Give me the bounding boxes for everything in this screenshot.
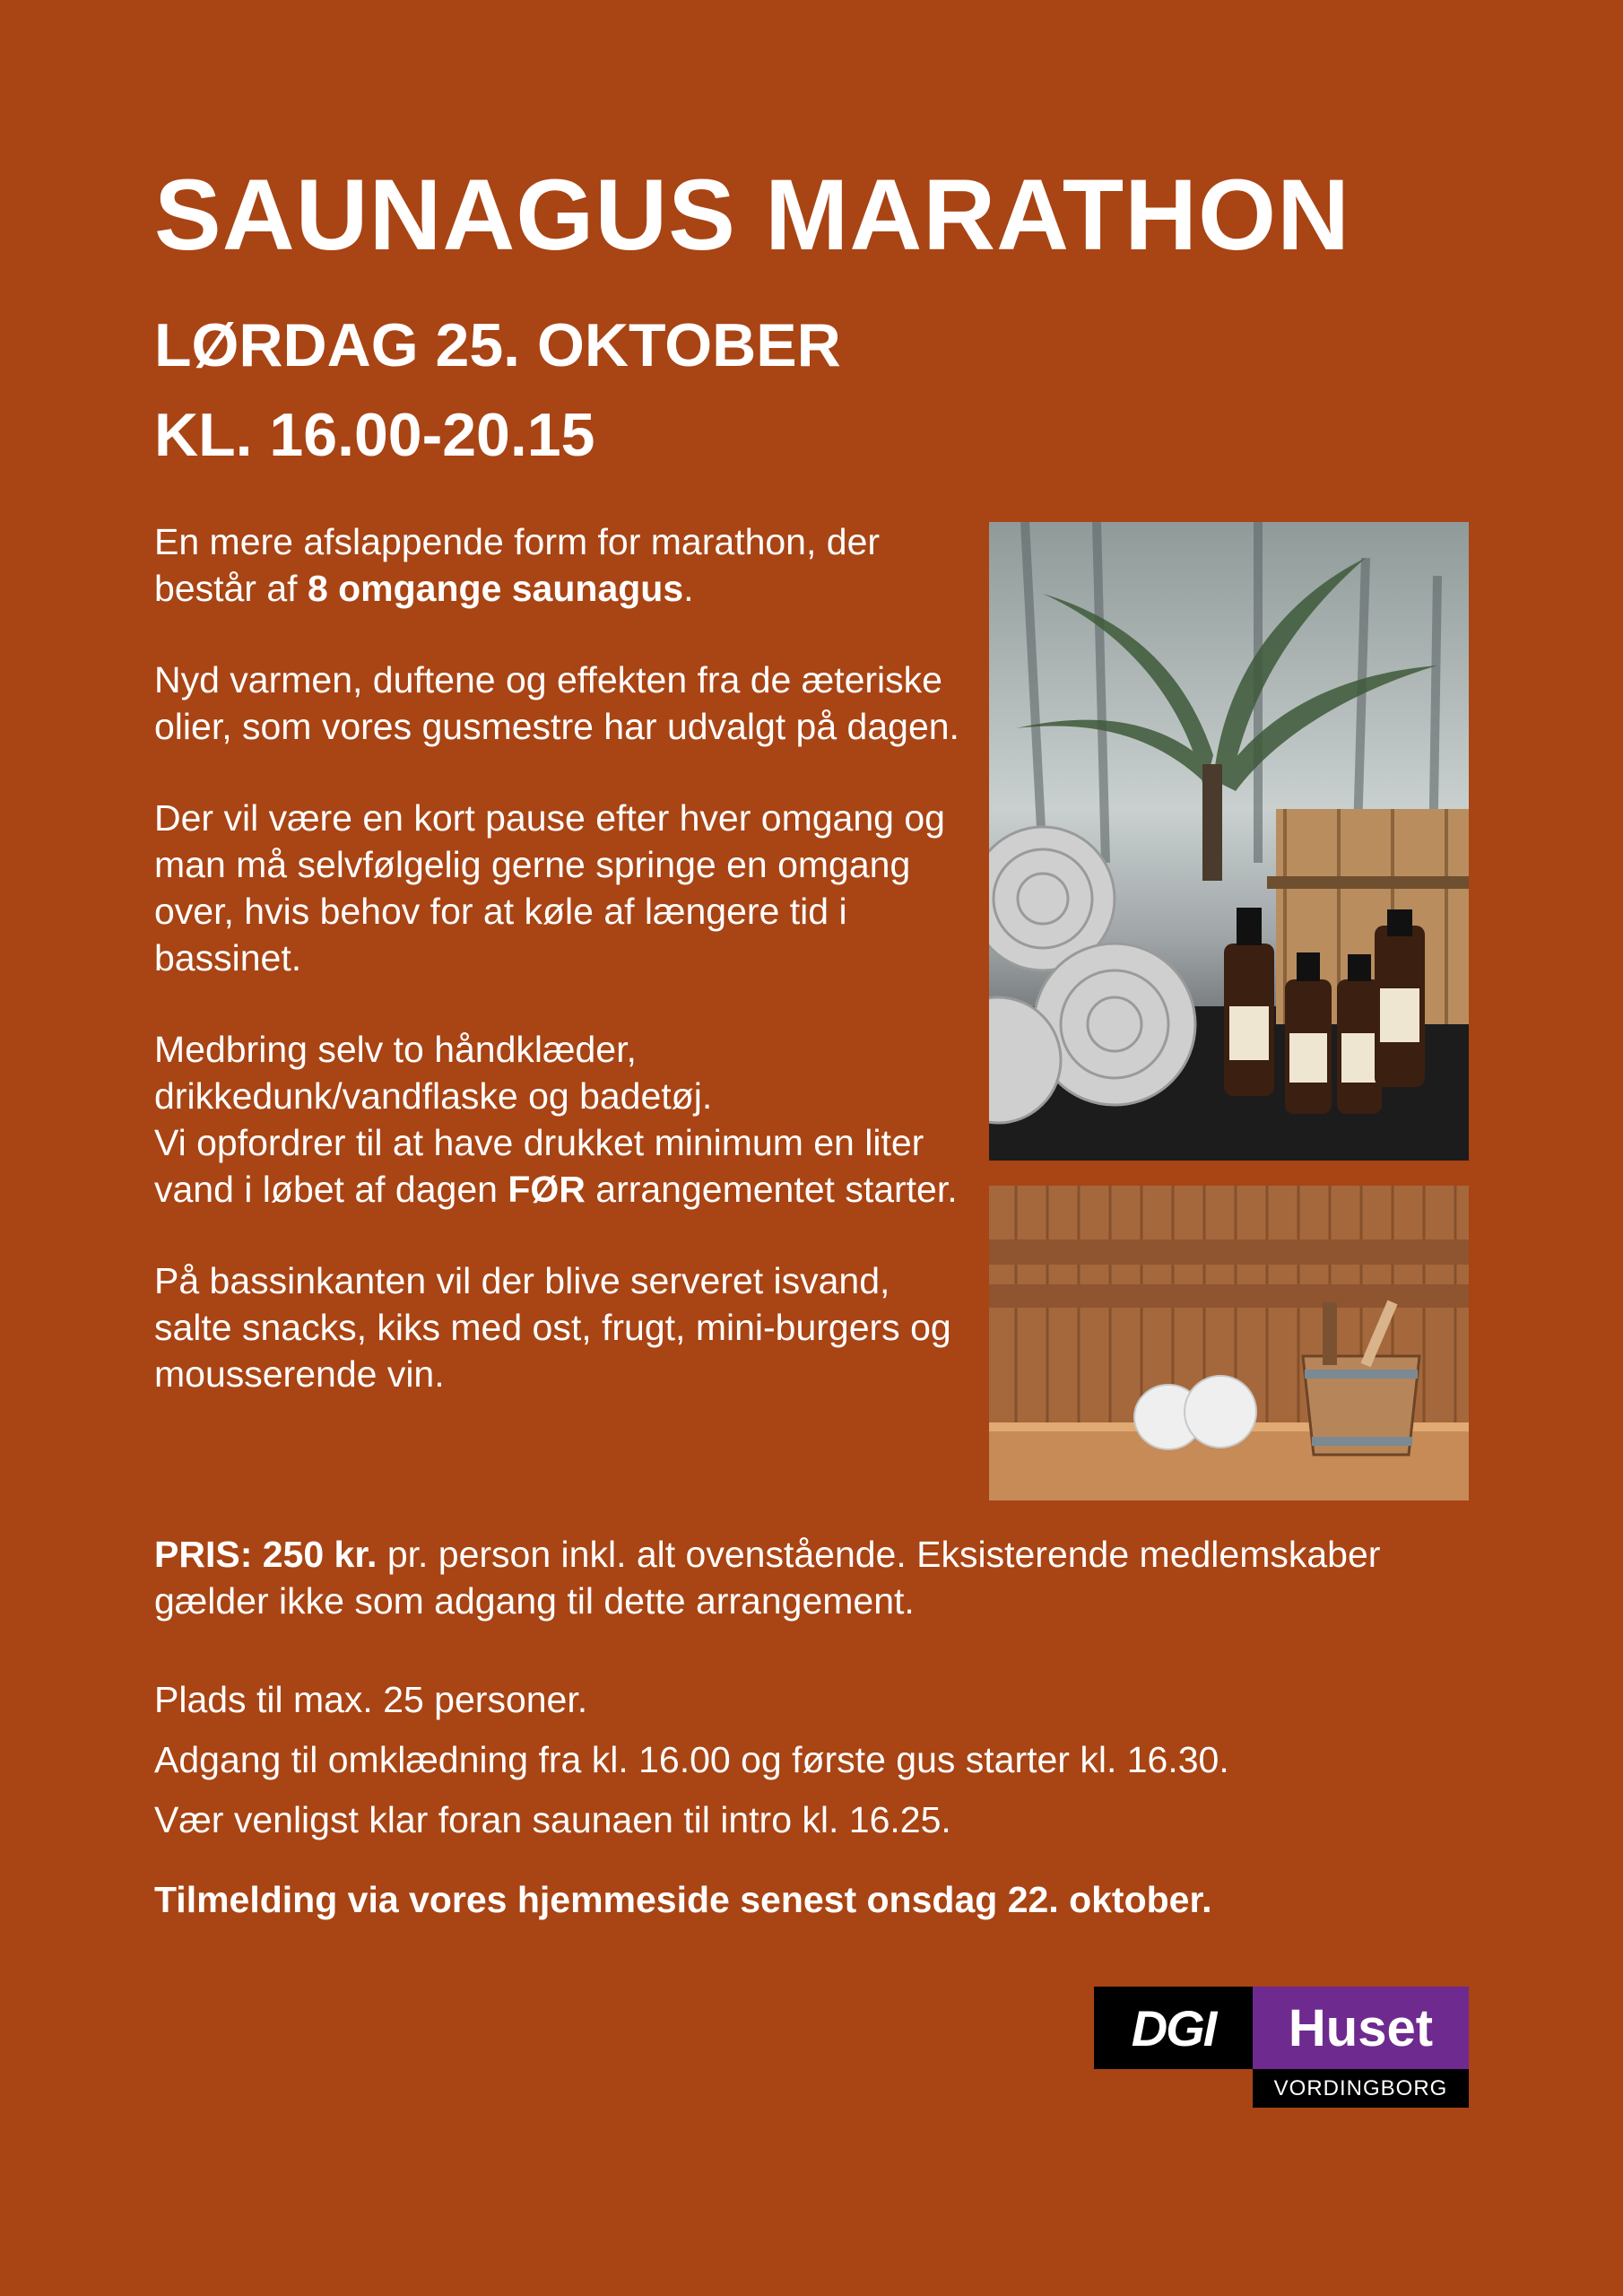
access-text: Adgang til omklædning fra kl. 16.00 og første gus starter kl. 16.30.: [154, 1739, 1229, 1780]
bring-paragraph: [154, 1026, 961, 1213]
water-bold: FØR: [508, 1169, 586, 1210]
price-label: PRIS: 250 kr.: [154, 1534, 378, 1575]
event-date: LØRDAG 25. OKTOBER: [154, 311, 841, 379]
water-end: arrangementet starter.: [585, 1169, 958, 1210]
description-column: [154, 518, 961, 1397]
event-time: KL. 16.00-20.15: [154, 401, 595, 469]
bring-items: Medbring selv to håndklæder, drikkedunk/vandflaske og badetøj.: [154, 1029, 713, 1117]
capacity-text: Plads til max. 25 personer.: [154, 1679, 588, 1720]
price-text: pr. person inkl. alt ovenstående. Eksisterende medlemskaber gælder ikke som adgang til dette arrangement.: [154, 1534, 1381, 1622]
intro-bold: 8 omgange saunagus: [307, 568, 684, 609]
logo-huset-block: Huset: [1253, 1987, 1469, 2069]
water-text: Vi opfordrer til at have drukket minimum en liter vand i løbet af dagen: [154, 1122, 924, 1210]
pause-paragraph: Der vil være en kort pause efter hver omgang og man må selvfølgelig gerne springe en omgang over, hvis behov for at køle af længere tid i bassinet.: [154, 797, 945, 978]
poster-title: SAUNAGUS MARATHON: [154, 159, 1350, 271]
dgi-huset-logo: [1094, 1987, 1469, 2108]
sauna-towels-bucket-photo: [989, 1186, 1469, 1500]
intro-text: En mere afslappende form for marathon, der består af: [154, 521, 881, 609]
logo-vordingborg-block: VORDINGBORG: [1253, 2069, 1469, 2108]
signup-text: Tilmelding via vores hjemmeside senest onsdag 22. oktober.: [154, 1879, 1212, 1920]
intro-end: .: [683, 568, 694, 609]
oils-paragraph: Nyd varmen, duftene og effekten fra de æteriske olier, som vores gusmestre har udvalgt på dagen.: [154, 659, 959, 747]
logo-dgi-block: DGI: [1094, 1987, 1253, 2069]
intro-time-text: Vær venligst klar foran saunaen til intro kl. 16.25.: [154, 1799, 951, 1840]
price-paragraph: [154, 1531, 1499, 1624]
intro-paragraph: [154, 518, 961, 612]
serving-paragraph: På bassinkanten vil der blive serveret isvand, salte snacks, kiks med ost, frugt, mini-burgers og mousserende vin.: [154, 1260, 951, 1395]
sauna-oils-photo: [989, 522, 1469, 1161]
